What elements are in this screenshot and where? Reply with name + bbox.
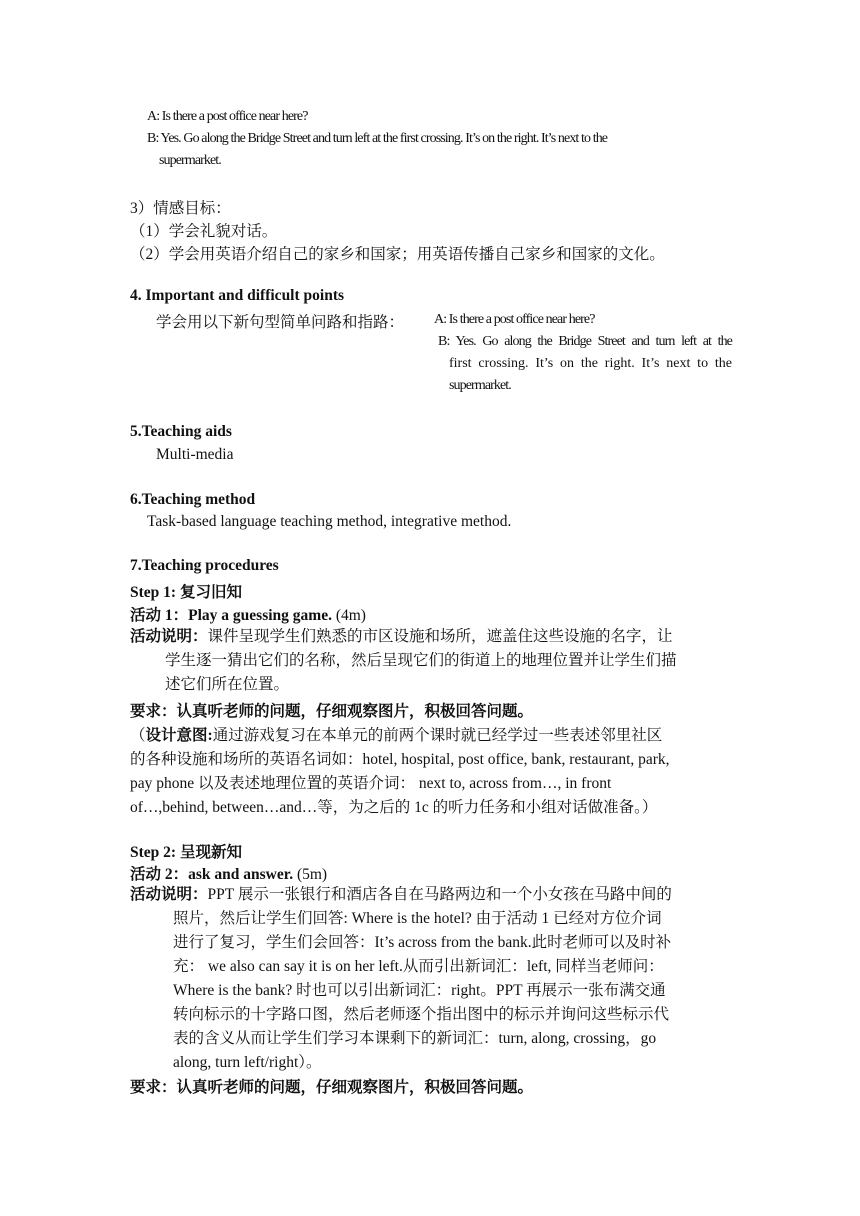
step1-desc-line: 学生逐一猜出它们的名称，然后呈现它们的街道上的地理位置并让学生们描 [165,652,677,669]
step1-desc-line: 述它们所在位置。 [165,676,290,693]
step1-requirement: 要求：认真听老师的问题，仔细观察图片，积极回答问题。 [130,703,534,720]
step2-activity-label: 活动 2： [130,866,189,883]
section5-title: 5.Teaching aids [130,423,232,440]
step2-desc-line: 充： we also can say it is on her left.从而引出新词汇：left, 同样当老师问： [173,958,664,975]
step2-desc-line: along, turn left/right）。 [173,1054,322,1071]
goal3-item-2: （2）学会用英语介绍自己的家乡和国家；用英语传播自己家乡和国家的文化。 [130,246,665,263]
step1-design-intent [130,724,732,820]
section4-title: 4. Important and difficult points [130,287,345,304]
step2-title: Step 2: 呈现新知 [130,844,242,861]
step1-desc-label: 活动说明： [130,628,208,645]
design-label: 设计意图: [145,727,213,744]
step2-desc-line: PPT 展示一张银行和酒店各自在马路两边和一个小女孩在马路中间的 [207,886,672,903]
step1-activity-label: 活动 1： [130,607,189,624]
design-line: 通过游戏复习在本单元的前两个课时就已经学过一些表述邻里社区 [212,727,663,744]
step1-desc-line: 课件呈现学生们熟悉的市区设施和场所，遮盖住这些设施的名字，让 [207,628,673,645]
step2-activity [130,862,327,884]
step1-title: Step 1: 复习旧知 [130,584,242,601]
section4-line-b2: first crossing. It’s on the right. It’s next to the [449,356,732,371]
design-line: pay phone 以及表述地理位置的英语介词： next to, across from…, in front [130,775,612,792]
step1-activity-time: (4m) [335,607,366,624]
section5-body: Multi-media [156,446,234,463]
design-line: of…,behind, between…and…等，为之后的 1c 的听力任务和小组对话做准备。） [130,799,658,816]
dialogue-line-a: A: Is there a post office near here? [147,109,308,124]
section4-line-a: A: Is there a post office near here? [434,312,595,327]
section6-title: 6.Teaching method [130,491,256,508]
dialogue-line-b1: B: Yes. Go along the Bridge Street and turn left at the first crossing. It’s on the right. It’s next to the [147,131,608,146]
step2-desc-line: 照片，然后让学生们回答: Where is the hotel? 由于活动 1 已经对方位介词 [173,910,662,927]
step2-activity-time: (5m) [296,866,328,883]
step2-desc-label: 活动说明： [130,886,208,903]
section6-body: Task-based language teaching method, integrative method. [147,513,512,530]
section4-lead: 学会用以下新句型简单问路和指路： [156,314,405,331]
step2-desc-line: Where is the bank? 时也可以引出新词汇：right。PPT 再展示一张布满交通 [173,982,666,999]
goal3-title: 3）情感目标： [130,200,231,217]
goal3-item-1: （1）学会礼貌对话。 [130,223,278,240]
dialogue-line-b2: supermarket. [159,153,221,168]
section7-title: 7.Teaching procedures [130,557,279,574]
step2-desc-line: 转向标示的十字路口图，然后老师逐个指出图中的标示并询问这些标示代 [173,1006,670,1023]
step1-description [130,625,732,697]
step2-desc-line: 进行了复习，学生们会回答：It’s across from the bank.此时老师可以及时补 [173,934,672,951]
step1-activity [130,603,366,625]
design-open-paren: （ [130,727,146,744]
section4-line-b3: supermarket. [449,378,511,393]
step2-requirement: 要求：认真听老师的问题，仔细观察图片，积极回答问题。 [130,1079,534,1096]
step1-activity-name: Play a guessing game. [188,607,332,624]
section4-line-b1: B: Yes. Go along the Bridge Street and turn left at the [438,334,732,349]
step2-desc-line: 表的含义从而让学生们学习本课剩下的新词汇：turn, along, crossing，go [173,1030,657,1047]
step2-activity-name: ask and answer. [188,866,294,883]
step2-description [130,883,732,1075]
design-line: 的各种设施和场所的英语名词如：hotel, hospital, post office, bank, restaurant, park, [130,751,670,768]
